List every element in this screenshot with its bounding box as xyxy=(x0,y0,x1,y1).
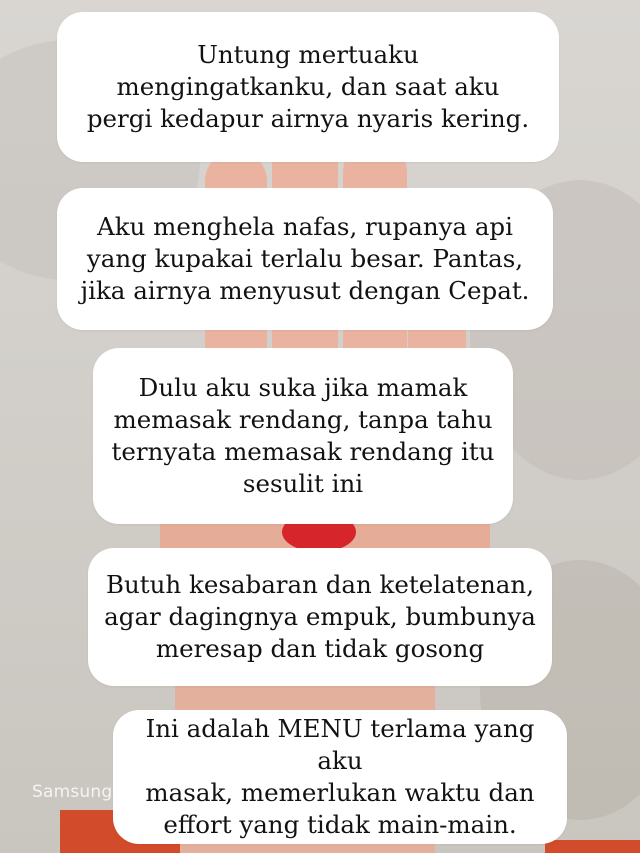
caption-text: Dulu aku suka jika mamak memasak rendang, tanpa tahu ternyata memasak rendang itu sesulit ini xyxy=(111,373,495,498)
caption-text: Butuh kesabaran dan ketelatenan, agar dagingnya empuk, bumbunya meresap dan tidak gosong xyxy=(104,570,536,663)
caption-card-3 xyxy=(93,348,513,524)
caption-card-5 xyxy=(113,710,567,844)
caption-card-1 xyxy=(57,12,559,162)
caption-card-4 xyxy=(88,548,552,686)
caption-text: Ini adalah MENU terlama yang aku masak, memerlukan waktu dan effort yang tidak main-main. xyxy=(145,714,535,839)
caption-text: Aku menghela nafas, rupanya api yang kupakai terlalu besar. Pantas, jika airnya menyusut dengan Cepat. xyxy=(80,212,530,305)
caption-text: Untung mertuaku mengingatkanku, dan saat aku pergi kedapur airnya nyaris kering. xyxy=(86,40,530,133)
camera-watermark: Samsung xyxy=(32,782,113,802)
caption-card-2 xyxy=(57,188,553,330)
red-crate xyxy=(545,840,640,853)
